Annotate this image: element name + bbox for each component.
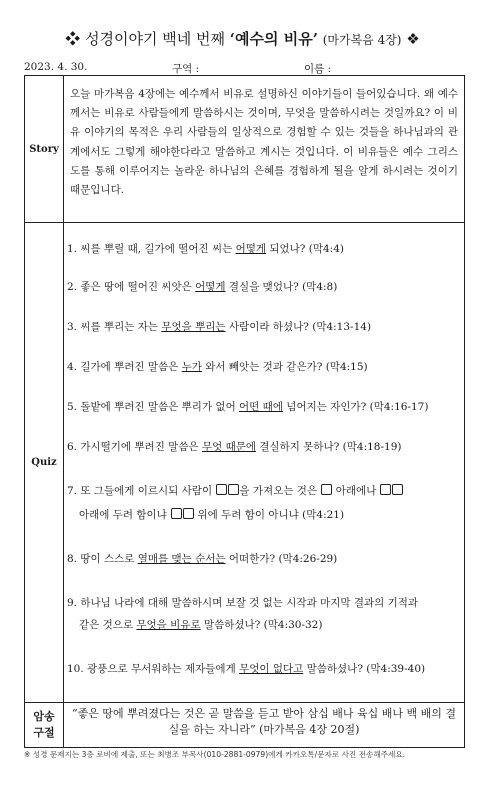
question-text: 와서 빼앗는 것과 같은가? (막4:15) [201,361,368,373]
question-text: 어떠한가? (막4:26-29) [225,553,338,565]
question-text: 결실을 맺었나? (막4:8) [225,281,338,293]
memory-verse-label [25,703,64,748]
quiz-question-2 [67,279,485,294]
district-field-label: 구역 : [172,63,200,75]
title-reference: (마가복음 4장) [322,33,402,47]
quiz-question-6 [67,439,485,454]
meta-row [24,61,464,75]
story-text: 오늘 마가복음 4장에는 예수께서 비유로 설명하신 이야기들이 들어있습니다. 왜 예수께서는 비유로 사람들에게 말씀하시는 것이며, 무엇을 말씀하시려는 것일까요? 이 비유 이야기의 목적은 우리 사람들의 일상적으로 경험할 수 있는 것들을 하나님과의 관계에서도 그렇게 해야한다라고 말씀하고 계시는 것입니다. 이 비유들은 예수 그리스도를 통해 이루어지는 놀라운 하나님의 은혜를 경험하게 될을 알게 하시려는 것이기 때문입니다. [64,76,465,223]
worksheet-title [0,28,485,49]
quiz-question-8 [67,551,485,566]
blank-box-icon [392,484,403,495]
question-text: 말씀하셨나? (막4:30-32) [200,619,323,631]
question-text: 위에 두려 함이 아니냐 (막4:21) [194,509,345,521]
quiz-question-5 [67,399,485,414]
diamond-icon: ❖ [406,30,420,48]
memory-label-line: 구절 [33,726,55,739]
quiz-label: Quiz [25,223,64,703]
blank-box-icon [183,508,194,519]
question-text: 되었나? (막4:4) [266,243,344,255]
name-field-label: 이름 : [304,63,332,75]
question-text: 어떻게 [195,281,226,293]
quiz-questions [64,223,465,703]
footer-note: ※ 성경 문제지는 3층 로비에 제출, 또는 최병조 부목사(010-2881-0979)에게 카카오톡/문자로 사진 전송해주세요. [24,750,406,759]
question-text: 무엇을 비유로 [136,619,201,631]
worksheet-date: 2023. 4. 30. [24,61,88,73]
question-text: 8. 땅이 스스로 [67,553,138,565]
quiz-question-1 [67,241,485,256]
question-text: 7. 또 그들에게 이르시되 사람이 [67,485,216,497]
story-label: Story [25,76,64,223]
quiz-row [25,223,465,703]
memory-label-line: 암송 [33,710,55,723]
question-text: 9. 하나님 나라에 대해 말씀하시며 보잘 것 없는 시작과 마지막 결과의 기적과 [67,597,419,609]
question-text: 결실하지 못하나? (막4:18-19) [256,441,402,453]
diamond-icon: ❖ [65,30,81,48]
question-text: 2. 좋은 땅에 떨어진 씨앗은 [67,281,196,293]
quiz-question-10 [67,661,485,676]
quiz-question-3 [67,319,485,334]
quiz-question-7 [67,483,485,498]
question-text: 누가 [181,361,202,373]
quiz-question-7-cont [79,507,485,522]
question-text: 무엇이 없다고 [239,663,304,675]
question-text: 1. 씨를 뿌릴 때, 길가에 떨어진 씨는 [67,243,236,255]
question-text: 같은 것으로 [79,619,137,631]
question-text: 무엇을 뿌리는 [161,321,226,333]
blank-box-icon [171,508,182,519]
title-main: ‘예수의 비유’ [229,30,318,48]
memory-verse-text: “좋은 땅에 뿌려졌다는 것은 곧 말씀을 듣고 받아 삼십 배나 육십 배나 백 배의 결실을 하는 자니라” (마가복음 4장 20절) [64,703,465,748]
quiz-question-9-cont [79,617,485,632]
question-text: 무엇 때문에 [201,441,257,453]
quiz-question-4 [67,359,485,374]
question-text: 10. 광풍으로 무서워하는 제자들에게 [67,663,240,675]
blank-box-icon [216,484,227,495]
question-text: 말씀하셨나? (막4:39-40) [303,663,426,675]
question-text: 넘어지는 자인가? (막4:16-17) [282,401,429,413]
question-text: 을 가져오는 것은 [239,485,321,497]
worksheet-table [24,75,465,748]
title-prefix: 성경이야기 백네 번째 [85,30,226,48]
question-text: 3. 씨를 뿌리는 자는 [67,321,162,333]
question-text: 열매를 맺는 순서는 [137,553,226,565]
question-text: 4. 길가에 뿌려진 말씀은 [67,361,182,373]
blank-box-icon [321,484,332,495]
question-text: 사람이라 하셨나? (막4:13-14) [225,321,372,333]
question-text: 6. 가시떨기에 뿌려진 말씀은 [67,441,202,453]
blank-box-icon [228,484,239,495]
quiz-question-9 [67,595,485,610]
question-text: 아래에 두려 함이냐 [79,509,171,521]
memory-verse-row [25,703,465,748]
question-text: 어떤 때에 [239,401,283,413]
question-text: 아래에나 [332,485,380,497]
blank-box-icon [380,484,391,495]
question-text: 어떻게 [235,243,267,255]
question-text: 5. 돌밭에 뿌려진 말씀은 뿌리가 없어 [67,401,240,413]
story-row [25,76,465,223]
